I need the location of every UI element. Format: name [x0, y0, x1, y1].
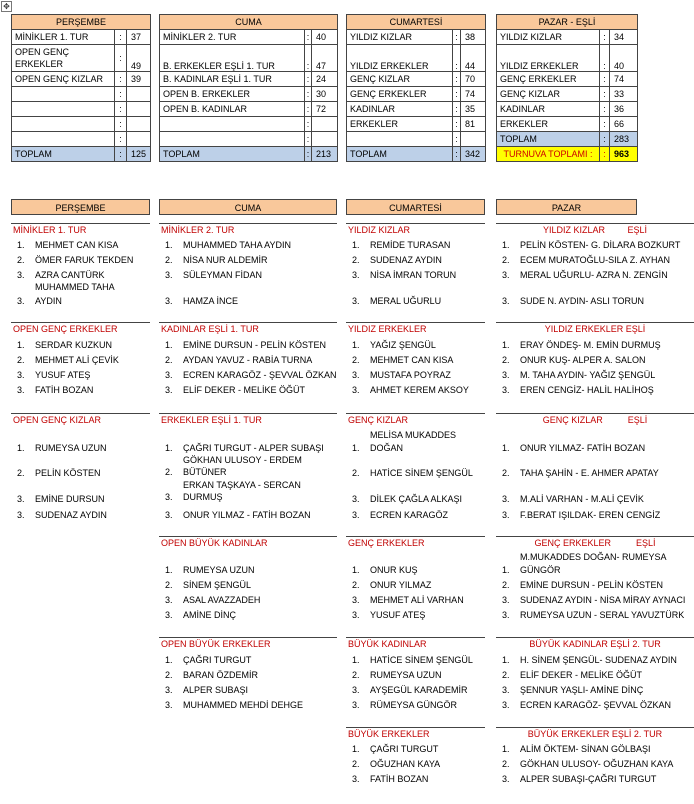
summary-value: 283 — [610, 132, 638, 147]
summary-value — [312, 132, 338, 147]
competitor: TAHA ŞAHİN - E. AHMER APATAY — [520, 468, 659, 478]
competitor: MUHAMMED MEHDİ DEHGE — [183, 700, 304, 710]
competitor: MERAL UĞURLU — [370, 296, 442, 306]
summary-value: 70 — [461, 72, 486, 87]
rank: 1. — [502, 240, 510, 250]
rank: 3. — [352, 270, 360, 280]
competitor: ONUR KUŞ- ALPER A. SALON — [520, 355, 646, 365]
competitor: YUSUF ATEŞ — [35, 370, 91, 380]
tournament-total-label: TURNUVA TOPLAMI : — [497, 147, 600, 162]
summary-label: GENÇ KIZLAR — [347, 72, 453, 87]
rank: 2. — [352, 255, 360, 265]
competitor: EREN CENGİZ- HALİL HALİHOŞ — [520, 385, 654, 395]
competitor: ELİF DEKER - MELİKE ÖĞÜT — [520, 670, 643, 680]
schedule-header-thursday: PERŞEMBE — [11, 199, 150, 215]
summary-value: 44 — [461, 45, 486, 72]
rank: 1. — [165, 565, 173, 575]
summary-value: 47 — [312, 45, 338, 72]
summary-value: 33 — [610, 87, 638, 102]
summary-value — [127, 132, 151, 147]
rank: 2. — [165, 580, 173, 590]
competitor: MUHAMMED TAHA AYDIN — [183, 240, 292, 250]
rank: 1. — [352, 443, 360, 453]
competitor: ALPER SUBAŞI-ÇAĞRI TURGUT — [520, 774, 657, 784]
summary-header: CUMA — [160, 15, 338, 30]
summary-header: PAZAR - EŞLİ — [497, 15, 638, 30]
rank: 1. — [352, 744, 360, 754]
competitor: AZRA CANTÜRK — [35, 270, 105, 280]
summary-value — [312, 117, 338, 132]
rank: 3. — [165, 370, 173, 380]
competitor: AMİNE DİNÇ — [183, 610, 237, 620]
category-title: MİNİKLER 2. TUR — [159, 223, 337, 235]
rank: 1. — [352, 340, 360, 350]
competitor: OĞUZHAN KAYA — [370, 759, 441, 769]
competitor: ÇAĞRI TURGUT - ALPER SUBAŞI — [183, 443, 324, 453]
rank: 3. — [17, 296, 25, 306]
colon: : — [115, 102, 127, 117]
competitor: SERDAR KUZKUN — [35, 340, 113, 350]
rank: 3. — [352, 774, 360, 784]
colon: : — [453, 132, 461, 147]
rank: 2. — [17, 468, 25, 478]
colon: : — [600, 132, 610, 147]
competitor: AYŞEGÜL KARADEMİR — [370, 685, 468, 695]
rank: 1. — [165, 655, 173, 665]
competitor: ONUR KUŞ — [370, 565, 418, 575]
summary-value: 40 — [610, 45, 638, 72]
competitor: PELİN KÖSTEN- G. DİLARA BOZKURT — [520, 240, 681, 250]
summary-label: YILDIZ ERKEKLER — [497, 45, 600, 72]
category-title: GENÇ KIZLAR EŞLİ — [496, 413, 694, 425]
schedule-header-friday: CUMA — [159, 199, 337, 215]
competitor: ŞENNUR YAŞLI- AMİNE DİNÇ — [520, 685, 644, 695]
competitor: SUDENAZ AYDIN - NİSA MİRAY AYNACI — [520, 595, 686, 605]
competitor: BARAN ÖZDEMİR — [183, 670, 259, 680]
rank: 2. — [17, 255, 25, 265]
competitor: HATİCE SİNEM ŞENGÜL — [370, 655, 473, 665]
competitor: HATİCE SİNEM ŞENGÜL — [370, 468, 473, 478]
summary-value: 30 — [312, 87, 338, 102]
colon: : — [115, 147, 127, 162]
category-title: MİNİKLER 1. TUR — [11, 223, 150, 235]
colon: : — [115, 72, 127, 87]
summary-value: 40 — [312, 30, 338, 45]
category-title: GENÇ ERKEKLER — [346, 536, 485, 548]
competitor: RÜMEYSA GÜNGÖR — [370, 700, 458, 710]
summary-value: 38 — [461, 30, 486, 45]
colon: : — [600, 117, 610, 132]
tournament-total: 963 — [610, 147, 638, 162]
rank: 3. — [165, 685, 173, 695]
rank: 1. — [165, 443, 173, 453]
competitor: ALPER SUBAŞI — [183, 685, 249, 695]
rank: 3. — [165, 700, 173, 710]
competitor: MEHMET CAN KISA — [35, 240, 119, 250]
rank: 3. — [165, 270, 173, 280]
summary-header: CUMARTESİ — [347, 15, 486, 30]
rank: 3. — [352, 510, 360, 520]
category-title: YILDIZ KIZLAR — [346, 223, 485, 235]
rank: 3. — [502, 774, 510, 784]
competitor: GÖKHAN ULUSOY- OĞUZHAN KAYA — [520, 759, 674, 769]
colon: : — [305, 87, 312, 102]
rank: 3. — [352, 370, 360, 380]
colon: : — [453, 72, 461, 87]
category-title: YILDIZ ERKEKLER — [346, 322, 485, 334]
rank: 3. — [502, 595, 510, 605]
competitor: FATİH BOZAN — [35, 385, 94, 395]
rank: 2. — [165, 467, 173, 477]
competitor: RUMEYSA UZUN — [35, 443, 107, 453]
category-title: BÜYÜK ERKEKLER — [346, 727, 485, 739]
competitor: M.MUKADDES DOĞAN- RUMEYSA — [520, 552, 667, 562]
competitor: AYDIN — [35, 296, 62, 306]
rank: 2. — [502, 255, 510, 265]
competitor: YUSUF ATEŞ — [370, 610, 426, 620]
rank: 1. — [352, 655, 360, 665]
competitor: H. SİNEM ŞENGÜL- SUDENAZ AYDIN — [520, 655, 677, 665]
competitor: GÜNGÖR — [520, 565, 561, 575]
colon: : — [600, 102, 610, 117]
summary-value: 74 — [461, 87, 486, 102]
competitor: BÜTÜNER — [183, 467, 227, 477]
summary-label — [12, 87, 115, 102]
rank: 3. — [502, 385, 510, 395]
competitor: ONUR YILMAZ- FATİH BOZAN — [520, 443, 646, 453]
rank: 3. — [165, 595, 173, 605]
colon: : — [305, 45, 312, 72]
rank: 2. — [352, 468, 360, 478]
summary-label: YILDIZ KIZLAR — [497, 30, 600, 45]
rank: 1. — [17, 240, 25, 250]
colon: : — [305, 72, 312, 87]
competitor: SUDENAZ AYDIN — [370, 255, 442, 265]
competitor: MEHMET ALİ VARHAN — [370, 595, 464, 605]
summary-label: OPEN B. KADINLAR — [160, 102, 305, 117]
competitor: M.ALİ VARHAN - M.ALİ ÇEVİK — [520, 494, 644, 504]
competitor: MELİSA MUKADDES — [370, 430, 457, 440]
colon: : — [600, 30, 610, 45]
rank: 3. — [165, 610, 173, 620]
colon: : — [305, 102, 312, 117]
rank: 1. — [352, 240, 360, 250]
competitor: FATİH BOZAN — [370, 774, 429, 784]
colon: : — [600, 72, 610, 87]
colon: : — [115, 132, 127, 147]
summary-label: GENÇ ERKEKLER — [347, 87, 453, 102]
category-title: BÜYÜK KADINLAR — [346, 637, 485, 649]
competitor: ONUR YILMAZ — [370, 580, 432, 590]
competitor: MEHMET CAN KISA — [370, 355, 454, 365]
rank: 1. — [502, 565, 510, 575]
colon: : — [115, 87, 127, 102]
rank: 3. — [352, 296, 360, 306]
competitor: ALİM ÖKTEM- SİNAN GÖLBAŞI — [520, 744, 651, 754]
rank: 3. — [352, 700, 360, 710]
competitor: ELİF DEKER - MELİKE ÖĞÜT — [183, 385, 306, 395]
rank: 2. — [502, 759, 510, 769]
summary-total-label: TOPLAM — [347, 147, 453, 162]
rank: 3. — [352, 610, 360, 620]
competitor: SÜLEYMAN FİDAN — [183, 270, 263, 280]
rank: 1. — [502, 443, 510, 453]
category-title: GENÇ ERKEKLER EŞLİ — [496, 536, 694, 548]
summary-total: 342 — [461, 147, 486, 162]
rank: 3. — [17, 510, 25, 520]
rank: 3. — [17, 385, 25, 395]
competitor: ERKAN TAŞKAYA - SERCAN — [183, 480, 301, 490]
rank: 2. — [352, 759, 360, 769]
colon: : — [305, 30, 312, 45]
summary-label: OPEN GENÇ ERKEKLER — [12, 45, 115, 72]
competitor: ECREN KARAGÖZ — [370, 510, 449, 520]
competitor: EMİNE DURSUN - PELİN KÖSTEN — [183, 340, 327, 350]
rank: 1. — [352, 565, 360, 575]
competitor: MUHAMMED TAHA — [35, 282, 115, 292]
competitor: RUMEYSA UZUN - SERAL YAVUZTÜRK — [520, 610, 685, 620]
colon: : — [115, 30, 127, 45]
summary-label — [160, 117, 305, 132]
rank: 3. — [165, 296, 173, 306]
colon: : — [600, 45, 610, 72]
category-title: YILDIZ KIZLAR EŞLİ — [496, 223, 694, 235]
summary-label: OPEN B. ERKEKLER — [160, 87, 305, 102]
rank: 3. — [502, 270, 510, 280]
rank: 2. — [17, 355, 25, 365]
summary-value: 37 — [127, 30, 151, 45]
rank: 1. — [165, 340, 173, 350]
summary-table-sunday — [496, 14, 638, 162]
summary-value: 74 — [610, 72, 638, 87]
rank: 2. — [502, 355, 510, 365]
competitor: MUSTAFA POYRAZ — [370, 370, 451, 380]
colon: : — [305, 117, 312, 132]
summary-label: KADINLAR — [497, 102, 600, 117]
rank: 2. — [502, 468, 510, 478]
competitor: GÖKHAN ULUSOY - ERDEM — [183, 455, 302, 465]
competitor: HAMZA İNCE — [183, 296, 239, 306]
summary-label: OPEN GENÇ KIZLAR — [12, 72, 115, 87]
summary-label — [12, 117, 115, 132]
competitor: EMİNE DURSUN - PELİN KÖSTEN — [520, 580, 664, 590]
rank: 3. — [17, 270, 25, 280]
competitor: EMİNE DURSUN — [35, 494, 105, 504]
colon: : — [453, 30, 461, 45]
rank: 3. — [352, 494, 360, 504]
rank: 3. — [502, 610, 510, 620]
competitor: ÇAĞRI TURGUT — [183, 655, 252, 665]
summary-label — [12, 102, 115, 117]
rank: 2. — [502, 580, 510, 590]
rank: 3. — [17, 494, 25, 504]
summary-label: KADINLAR — [347, 102, 453, 117]
rank: 1. — [502, 340, 510, 350]
summary-value: 34 — [610, 30, 638, 45]
colon: : — [305, 147, 312, 162]
competitor: DURMUŞ — [183, 492, 223, 502]
schedule-header-saturday: CUMARTESİ — [346, 199, 485, 215]
category-title: OPEN GENÇ ERKEKLER — [11, 322, 150, 334]
summary-label: TOPLAM — [497, 132, 600, 147]
summary-label: GENÇ ERKEKLER — [497, 72, 600, 87]
category-title: ERKEKLER EŞLİ 1. TUR — [159, 413, 337, 425]
competitor: MERAL UĞURLU- AZRA N. ZENGİN — [520, 270, 668, 280]
rank: 3. — [352, 385, 360, 395]
colon: : — [453, 87, 461, 102]
summary-value — [127, 102, 151, 117]
rank: 3. — [502, 685, 510, 695]
summary-value: 24 — [312, 72, 338, 87]
competitor: MEHMET ALİ ÇEVİK — [35, 355, 119, 365]
summary-label: ERKEKLER — [497, 117, 600, 132]
category-title: BÜYÜK ERKEKLER EŞLİ 2. TUR — [496, 727, 694, 739]
competitor: ÖMER FARUK TEKDEN — [35, 255, 134, 265]
summary-total: 213 — [312, 147, 338, 162]
category-title: KADINLAR EŞLİ 1. TUR — [159, 322, 337, 334]
category-title: OPEN BÜYÜK ERKEKLER — [159, 637, 337, 649]
summary-table-friday — [159, 14, 338, 162]
summary-value: 72 — [312, 102, 338, 117]
colon: : — [115, 117, 127, 132]
competitor: NİSA NUR ALDEMİR — [183, 255, 268, 265]
rank: 2. — [352, 580, 360, 590]
summary-label — [160, 132, 305, 147]
summary-label: MİNİKLER 2. TUR — [160, 30, 305, 45]
rank: 3. — [502, 296, 510, 306]
colon: : — [453, 102, 461, 117]
rank: 3. — [502, 700, 510, 710]
category-title: BÜYÜK KADINLAR EŞLİ 2. TUR — [496, 637, 694, 649]
competitor: F.BERAT IŞILDAK- EREN CENGİZ — [520, 510, 661, 520]
competitor: ONUR YILMAZ - FATİH BOZAN — [183, 510, 311, 520]
colon: : — [600, 147, 610, 162]
competitor: DOĞAN — [370, 443, 404, 453]
rank: 2. — [165, 355, 173, 365]
schedule-header-sunday: PAZAR — [496, 199, 637, 215]
rank: 1. — [502, 744, 510, 754]
competitor: RUMEYSA UZUN — [370, 670, 442, 680]
summary-total-label: TOPLAM — [12, 147, 115, 162]
summary-label: YILDIZ KIZLAR — [347, 30, 453, 45]
summary-label: B. KADINLAR EŞLİ 1. TUR — [160, 72, 305, 87]
category-title: OPEN BÜYÜK KADINLAR — [159, 536, 337, 548]
competitor: SUDE N. AYDIN- ASLI TORUN — [520, 296, 645, 306]
summary-total-label: TOPLAM — [160, 147, 305, 162]
rank: 1. — [165, 240, 173, 250]
summary-value: 66 — [610, 117, 638, 132]
summary-label: MİNİKLER 1. TUR — [12, 30, 115, 45]
category-title: OPEN GENÇ KIZLAR — [11, 413, 150, 425]
summary-label — [347, 132, 453, 147]
table-move-handle-icon[interactable]: ✥ — [1, 1, 12, 12]
rank: 2. — [165, 255, 173, 265]
rank: 2. — [165, 670, 173, 680]
summary-value: 49 — [127, 45, 151, 72]
rank: 3. — [165, 385, 173, 395]
competitor: REMİDE TURASAN — [370, 240, 451, 250]
summary-label: ERKEKLER — [347, 117, 453, 132]
competitor: ECREN KARAGÖZ - ŞEVVAL ÖZKAN — [183, 370, 337, 380]
colon: : — [600, 87, 610, 102]
competitor: AYDAN YAVUZ - RABİA TURNA — [183, 355, 313, 365]
summary-table-saturday — [346, 14, 486, 162]
rank: 3. — [352, 685, 360, 695]
category-title: YILDIZ ERKEKLER EŞLİ — [496, 322, 694, 334]
rank: 3. — [165, 510, 173, 520]
rank: 3. — [17, 370, 25, 380]
rank: 3. — [502, 370, 510, 380]
summary-value: 39 — [127, 72, 151, 87]
rank: 1. — [17, 443, 25, 453]
summary-label: GENÇ KIZLAR — [497, 87, 600, 102]
rank: 3. — [352, 595, 360, 605]
competitor: NİSA İMRAN TORUN — [370, 270, 457, 280]
summary-label: YILDIZ ERKEKLER — [347, 45, 453, 72]
summary-header: PERŞEMBE — [12, 15, 151, 30]
summary-value: 36 — [610, 102, 638, 117]
colon: : — [305, 132, 312, 147]
rank: 1. — [17, 340, 25, 350]
colon: : — [115, 45, 127, 72]
colon: : — [453, 45, 461, 72]
competitor: ASAL AVAZZADEH — [183, 595, 261, 605]
colon: : — [453, 117, 461, 132]
summary-value: 81 — [461, 117, 486, 132]
category-title: GENÇ KIZLAR — [346, 413, 485, 425]
competitor: ÇAĞRI TURGUT — [370, 744, 439, 754]
competitor: AHMET KEREM AKSOY — [370, 385, 469, 395]
competitor: ERAY ÖNDEŞ- M. EMİN DURMUŞ — [520, 340, 661, 350]
summary-table-thursday — [11, 14, 151, 162]
summary-label — [12, 132, 115, 147]
competitor: SUDENAZ AYDIN — [35, 510, 107, 520]
rank: 2. — [352, 670, 360, 680]
colon: : — [453, 147, 461, 162]
summary-value: 35 — [461, 102, 486, 117]
competitor: YAĞIZ ŞENGÜL — [370, 340, 436, 350]
competitor: SİNEM ŞENGÜL — [183, 580, 252, 590]
summary-total: 125 — [127, 147, 151, 162]
competitor: M. TAHA AYDIN- YAĞIZ ŞENGÜL — [520, 370, 656, 380]
rank: 3. — [502, 494, 510, 504]
competitor: ECEM MURATOĞLU-SILA Z. AYHAN — [520, 255, 671, 265]
summary-value — [127, 117, 151, 132]
competitor: ECREN KARAGÖZ- ŞEVVAL ÖZKAN — [520, 700, 672, 710]
summary-value — [127, 87, 151, 102]
competitor: DİLEK ÇAĞLA ALKAŞI — [370, 494, 463, 504]
competitor: RUMEYSA UZUN — [183, 565, 255, 575]
summary-label: B. ERKEKLER EŞLİ 1. TUR — [160, 45, 305, 72]
rank: 3. — [165, 492, 173, 502]
rank: 1. — [502, 655, 510, 665]
competitor: PELİN KÖSTEN — [35, 468, 101, 478]
rank: 2. — [502, 670, 510, 680]
summary-value — [461, 132, 486, 147]
rank: 3. — [502, 510, 510, 520]
rank: 2. — [352, 355, 360, 365]
